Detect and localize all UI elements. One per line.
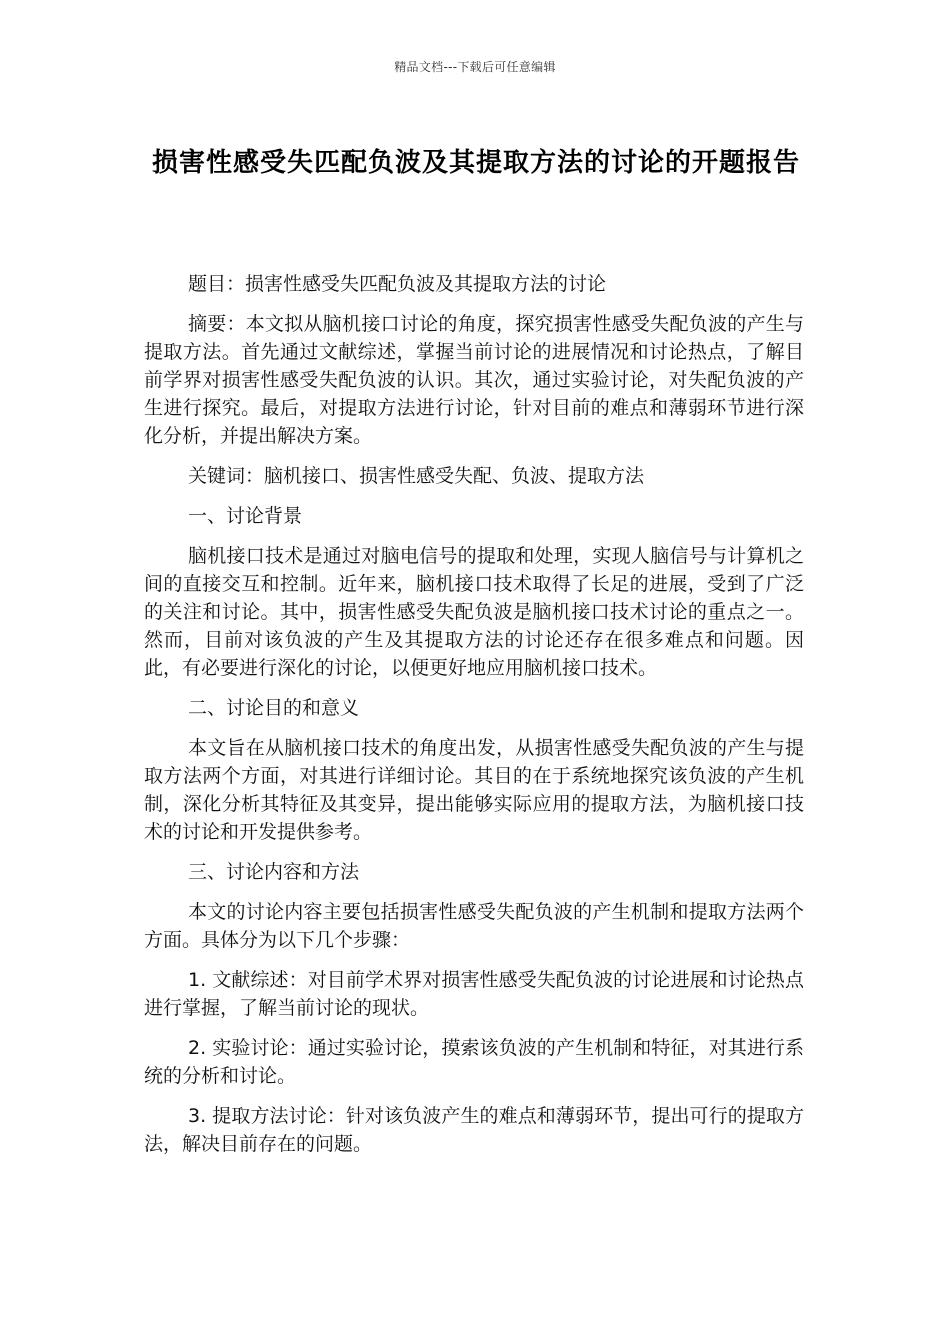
keywords-paragraph: 关键词：脑机接口、损害性感受失配、负波、提取方法 (188, 465, 645, 487)
document-title: 损害性感受失匹配负波及其提取方法的讨论的开题报告 (151, 148, 800, 178)
section-heading-purpose: 二、讨论目的和意义 (188, 697, 360, 719)
section-heading-content: 三、讨论内容和方法 (188, 861, 360, 883)
header-note: 精品文档---下载后可任意编辑 (394, 60, 556, 74)
abstract-paragraph: 摘要：本文拟从脑机接口讨论的角度，探究损害性感受失配负波的产生与提取方法。首先通过文献综述，掌握当前讨论的进展情况和讨论热点，了解目前学界对损害性感受失配负波的认识。其次，通过实验讨论，对失配负波的产生进行探究。最后，对提取方法进行讨论，针对目前的难点和薄弱环节进行深化分析，并提出解决方案。 (144, 313, 804, 447)
section-heading-background: 一、讨论背景 (188, 505, 303, 527)
background-paragraph: 脑机接口技术是通过对脑电信号的提取和处理，实现人脑信号与计算机之间的直接交互和控制。近年来，脑机接口技术取得了长足的进展，受到了广泛的关注和讨论。其中，损害性感受失配负波是脑机接口技术讨论的重点之一。然而，目前对该负波的产生及其提取方法的讨论还存在很多难点和问题。因此，有必要进行深化的讨论，以便更好地应用脑机接口技术。 (144, 545, 804, 679)
step-item-extraction: 3. 提取方法讨论：针对该负波产生的难点和薄弱环节，提出可行的提取方法，解决目前存在的问题。 (144, 1105, 804, 1155)
step-item-literature: 1. 文献综述：对目前学术界对损害性感受失配负波的讨论进展和讨论热点进行掌握，了解当前讨论的现状。 (144, 969, 804, 1019)
purpose-paragraph: 本文旨在从脑机接口技术的角度出发，从损害性感受失配负波的产生与提取方法两个方面，对其进行详细讨论。其目的在于系统地探究该负波的产生机制，深化分析其特征及其变异，提出能够实际应用的提取方法，为脑机接口技术的讨论和开发提供参考。 (144, 737, 804, 843)
content-paragraph: 本文的讨论内容主要包括损害性感受失配负波的产生机制和提取方法两个方面。具体分为以下几个步骤： (144, 901, 804, 951)
step-item-experiment: 2. 实验讨论：通过实验讨论，摸索该负波的产生机制和特征，对其进行系统的分析和讨论。 (144, 1037, 804, 1087)
document-body (144, 270, 804, 1170)
topic-paragraph: 题目：损害性感受失匹配负波及其提取方法的讨论 (188, 273, 607, 295)
